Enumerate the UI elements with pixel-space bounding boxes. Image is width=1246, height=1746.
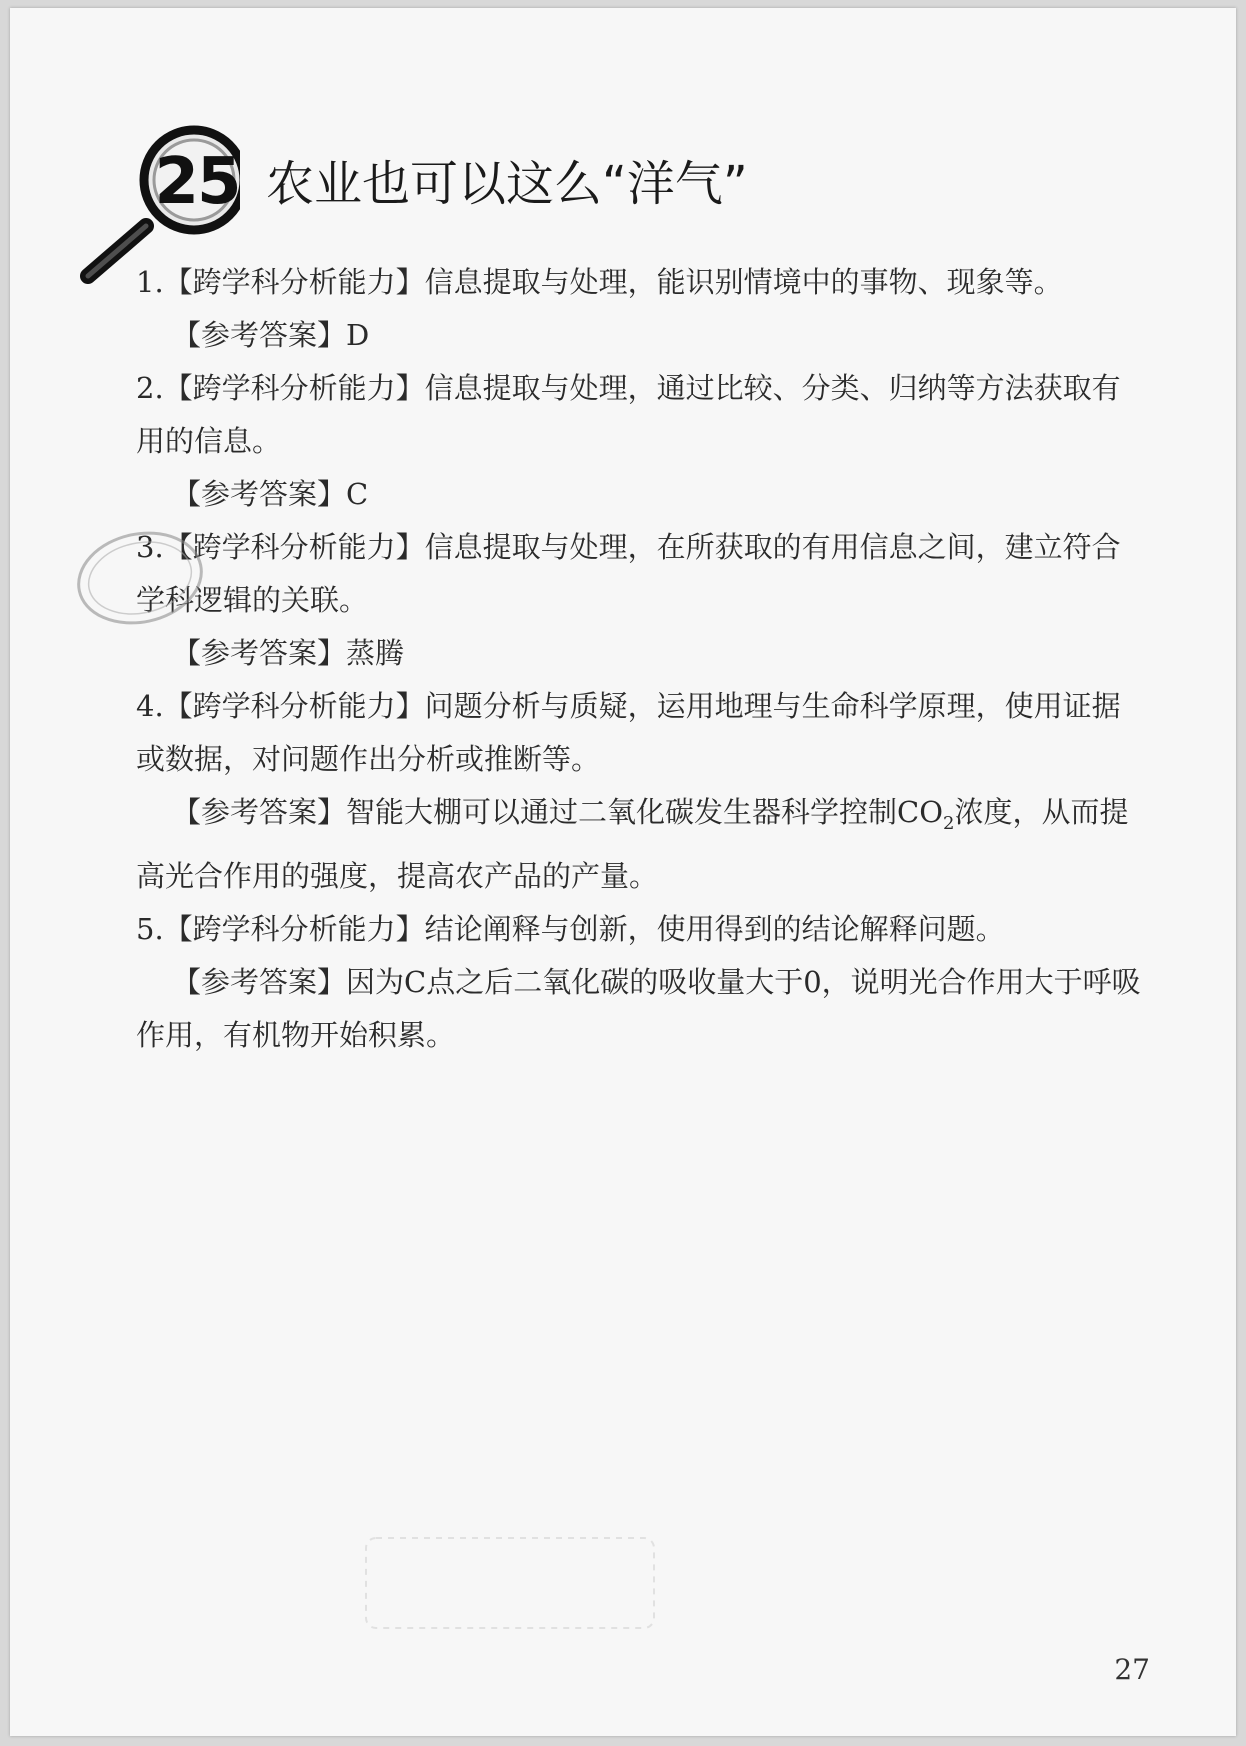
answer-text-cont: 浓度，从而提高光合作用的强度，提高农产品的产量。: [136, 795, 1129, 893]
answer-line: [136, 468, 1146, 521]
answer-label: 【参考答案】: [172, 477, 347, 511]
lesson-number: 25: [154, 145, 240, 219]
answer-label: 【参考答案】: [172, 636, 347, 670]
question-item-4: [136, 680, 1146, 903]
answer-label: 【参考答案】: [172, 795, 347, 829]
answer-text: 蒸腾: [346, 636, 405, 670]
question-item-1: [136, 256, 1146, 362]
question-text: 3.【跨学科分析能力】信息提取与处理，在所获取的有用信息之间，建立符合学科逻辑的关联。: [136, 530, 1121, 617]
page-number: 27: [1114, 1653, 1150, 1686]
question-item-5: [136, 903, 1146, 1062]
answer-text: 因为C点之后二氧化碳的吸收量大于0，说明光合作用大于呼吸作用，有机物开始积累。: [136, 964, 1141, 1052]
stamp-logo: [70, 523, 210, 633]
answer-content: [136, 256, 1146, 1062]
answer-text: C: [346, 477, 369, 511]
question-item-3: [136, 521, 1146, 680]
answer-label: 【参考答案】: [172, 964, 347, 999]
document-page: [10, 8, 1236, 1736]
question-text: 4.【跨学科分析能力】问题分析与质疑，运用地理与生命科学原理，使用证据或数据，对问题作出分析或推断等。: [136, 689, 1121, 776]
answer-label: 【参考答案】: [172, 318, 347, 352]
question-text: 2.【跨学科分析能力】信息提取与处理，通过比较、分类、归纳等方法获取有用的信息。: [136, 371, 1121, 458]
answer-line: [136, 786, 1146, 903]
watermark-logo: [360, 1528, 660, 1638]
question-text: 1.【跨学科分析能力】信息提取与处理，能识别情境中的事物、现象等。: [136, 265, 1063, 299]
answer-text: 智能大棚可以通过二氧化碳发生器科学控制CO: [346, 795, 943, 829]
question-item-2: [136, 362, 1146, 521]
answer-line: [136, 309, 1146, 362]
question-text: 5.【跨学科分析能力】结论阐释与创新，使用得到的结论解释问题。: [136, 911, 1005, 946]
lesson-title: 农业也可以这么“洋气”: [266, 156, 748, 212]
answer-text: D: [346, 318, 370, 352]
answer-line: [136, 627, 1146, 680]
answer-subscript: 2: [942, 812, 955, 834]
answer-line: [136, 956, 1146, 1062]
